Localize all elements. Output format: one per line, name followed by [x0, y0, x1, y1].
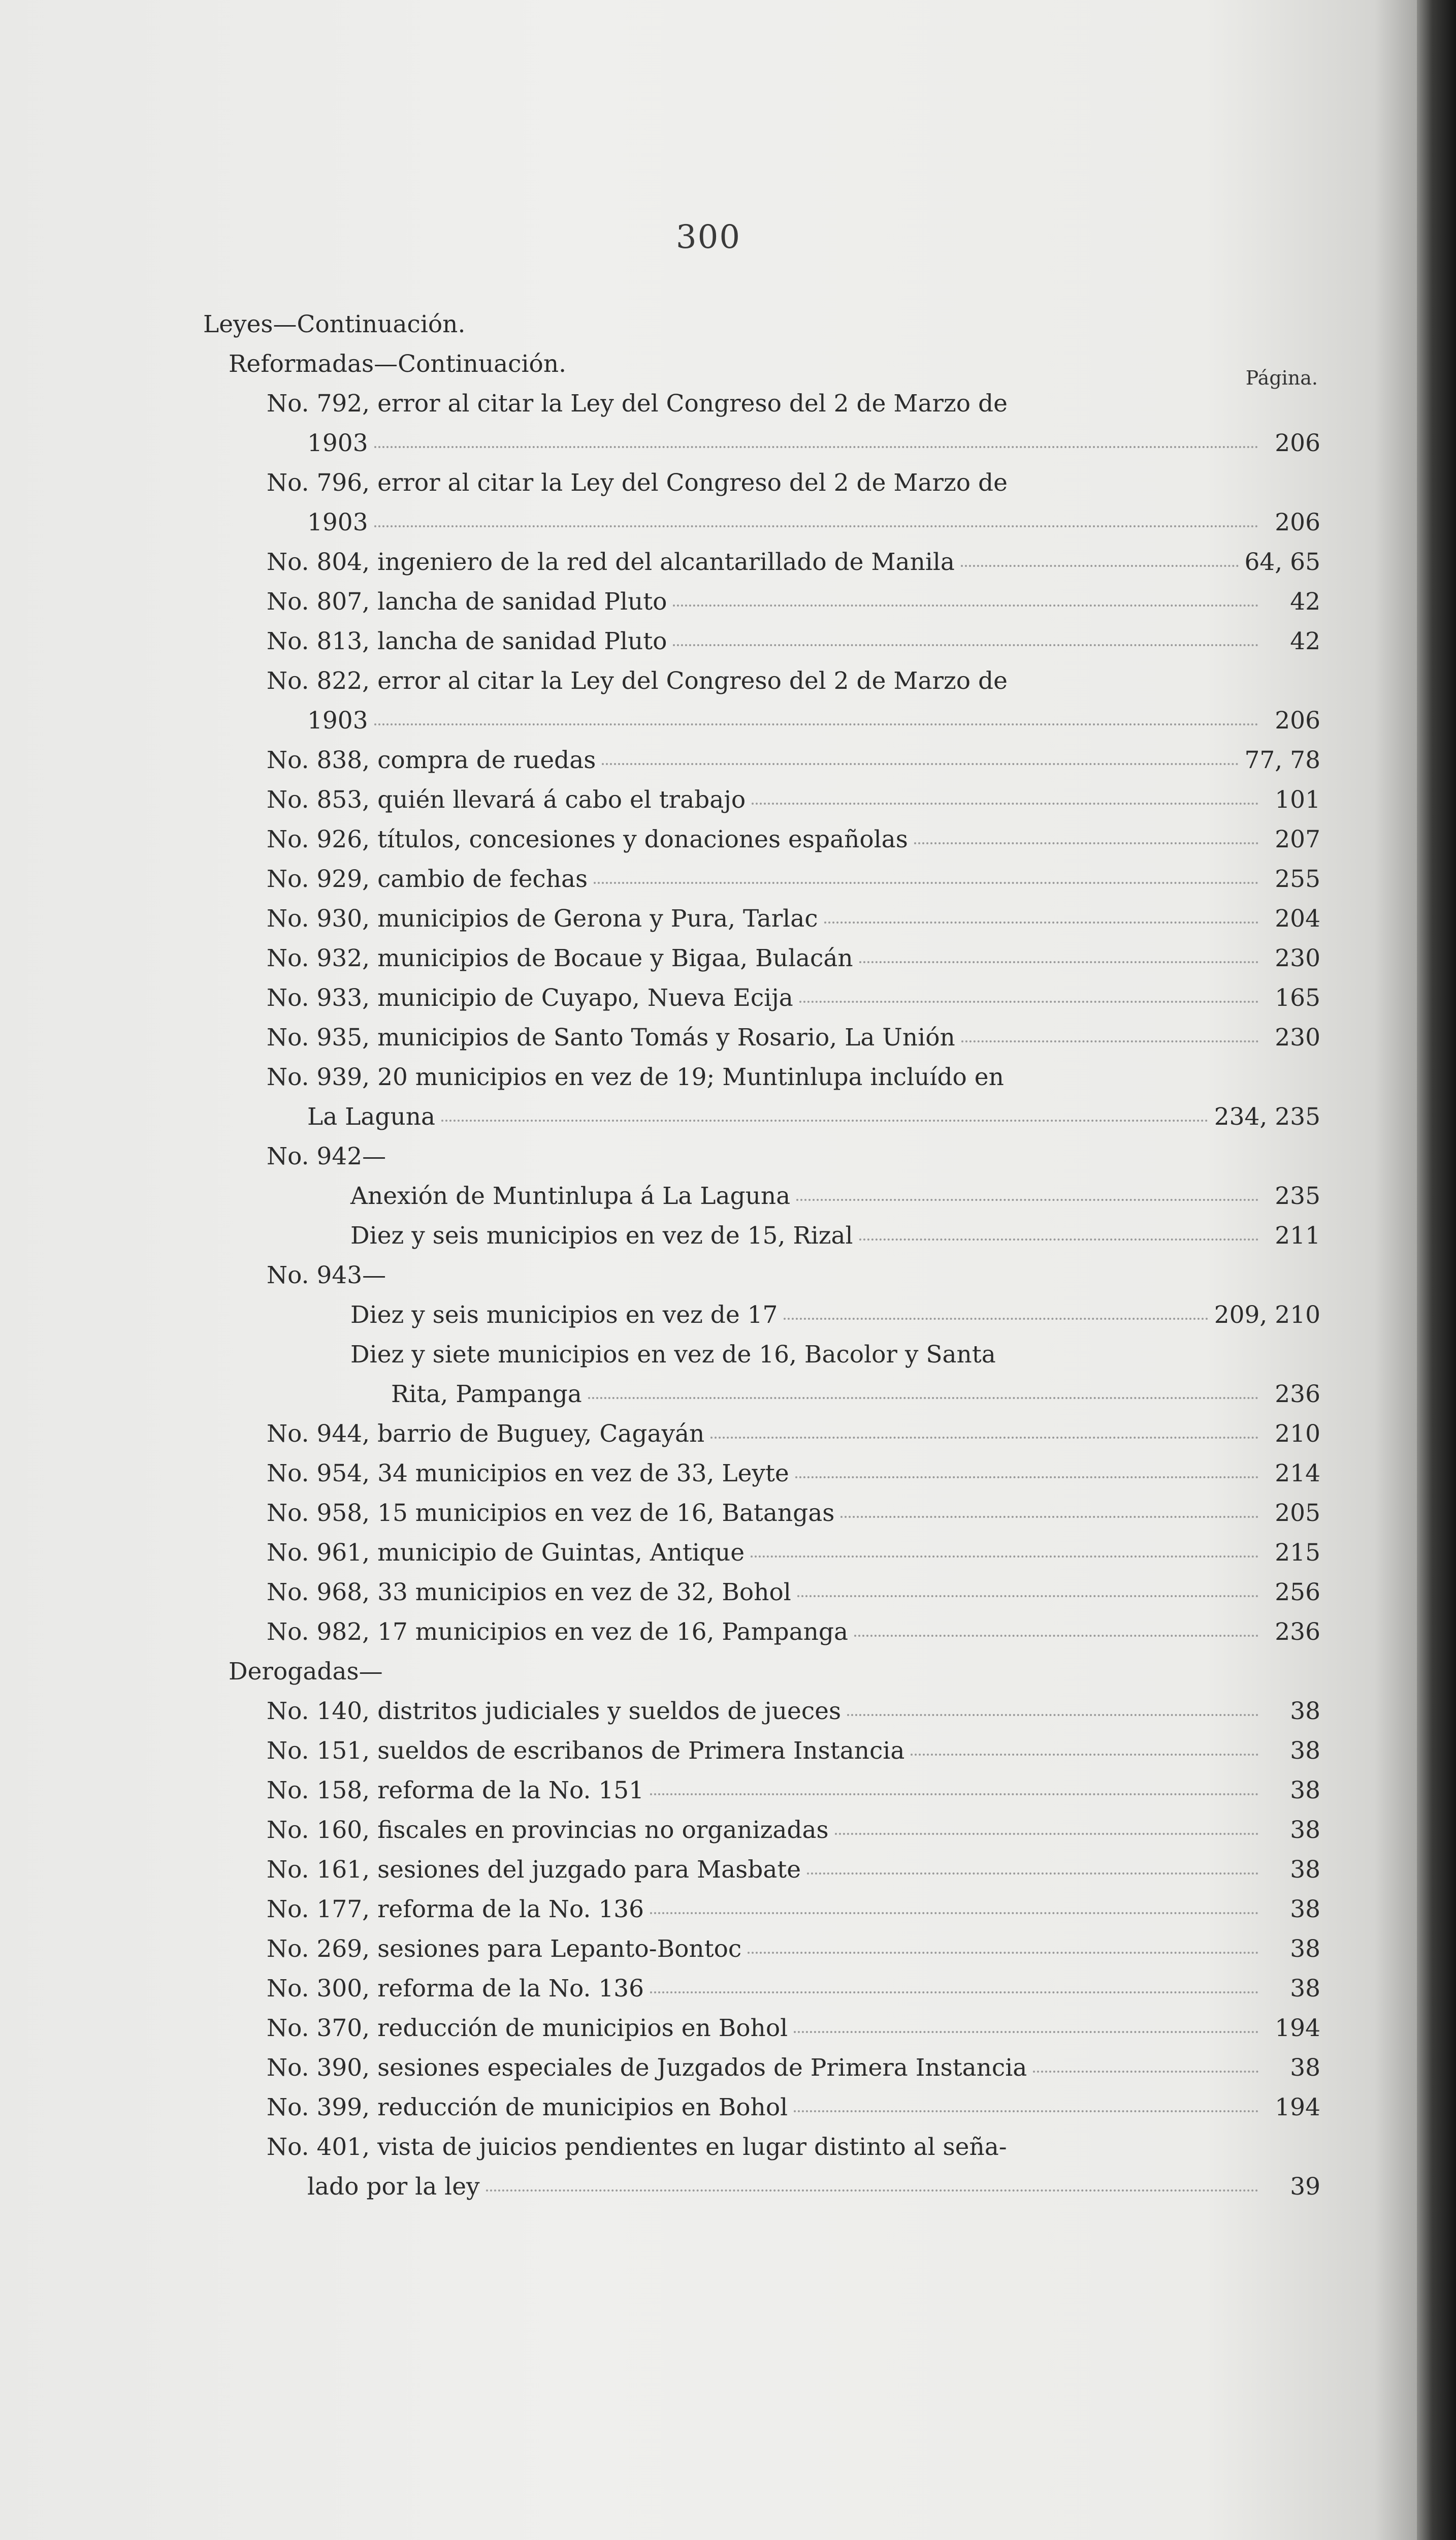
dot-leader — [835, 1832, 1258, 1835]
entry-continuation-line — [350, 1375, 1341, 1414]
index-entry — [203, 661, 1341, 741]
entry-text: No. 838, compra de ruedas — [267, 746, 596, 774]
dot-leader — [650, 1793, 1258, 1795]
page-reference: 205 — [1275, 1499, 1320, 1527]
index-entry — [203, 1295, 1341, 1335]
entry-line — [267, 939, 1341, 978]
page-reference: 42 — [1290, 627, 1320, 655]
page-reference: 206 — [1275, 509, 1320, 536]
dot-leader — [602, 763, 1238, 765]
entry-text: No. 177, reforma de la No. 136 — [267, 1895, 644, 1923]
reformadas-tail-list — [203, 1414, 1341, 1652]
dot-leader — [1033, 2070, 1258, 2073]
entry-line — [350, 1216, 1341, 1256]
page-reference: 230 — [1275, 1024, 1320, 1052]
dot-leader — [859, 961, 1258, 963]
index-entry — [203, 1058, 1341, 1137]
index-entry — [203, 1454, 1341, 1494]
entry-text: No. 939, 20 municipios en vez de 19; Muntinlupa incluído en — [267, 1063, 1004, 1091]
entry-line — [267, 1573, 1341, 1612]
index-entry — [203, 2048, 1341, 2088]
index-entry — [203, 1018, 1341, 1058]
page-reference: 194 — [1275, 2093, 1320, 2121]
entry-line — [267, 780, 1341, 820]
entry-line — [267, 1929, 1341, 1969]
entry-text: No. 932, municipios de Bocaue y Bigaa, Bulacán — [267, 944, 853, 972]
heading-derogadas: Derogadas— — [229, 1658, 383, 1686]
entry-line — [267, 1018, 1341, 1058]
entry-continuation-line — [267, 1097, 1341, 1137]
dot-leader — [748, 1951, 1258, 1954]
dot-leader — [486, 2189, 1258, 2192]
dot-leader — [710, 1436, 1258, 1439]
dot-leader — [751, 1555, 1258, 1558]
entry-label: No. 942— — [267, 1142, 386, 1170]
pagina-column-label: Página. — [1245, 367, 1318, 389]
page-reference: 42 — [1290, 588, 1320, 616]
no-942-sublist — [203, 1177, 1341, 1256]
page-reference: 38 — [1290, 2054, 1320, 2082]
entry-line — [267, 1811, 1341, 1850]
page-reference: 206 — [1275, 707, 1320, 735]
page-reference: 234, 235 — [1214, 1103, 1320, 1131]
dot-leader — [914, 842, 1258, 844]
page-reference: 236 — [1275, 1380, 1320, 1408]
index-entry — [203, 582, 1341, 622]
index-entry — [203, 1850, 1341, 1890]
entry-no-942 — [203, 1137, 1341, 1177]
page-reference: 38 — [1290, 1737, 1320, 1765]
entry-line — [267, 1692, 1341, 1731]
entry-line — [267, 2009, 1341, 2048]
index-entry — [203, 1890, 1341, 1929]
entry-text: No. 151, sueldos de escribanos de Primera Instancia — [267, 1737, 905, 1765]
dot-leader — [784, 1317, 1208, 1320]
entry-text: Diez y siete municipios en vez de 16, Bacolor y Santa — [350, 1341, 996, 1369]
page-reference: 236 — [1275, 1618, 1320, 1646]
entry-line — [267, 741, 1341, 780]
entry-text: No. 944, barrio de Buguey, Cagayán — [267, 1420, 705, 1448]
dot-leader — [807, 1872, 1258, 1875]
dot-leader — [796, 1198, 1258, 1201]
entry-line — [267, 899, 1341, 939]
index-entry — [203, 622, 1341, 661]
page-reference: 101 — [1275, 786, 1320, 814]
entry-line — [267, 1850, 1341, 1890]
index-entry — [203, 860, 1341, 899]
entry-line — [267, 1731, 1341, 1771]
dot-leader — [673, 604, 1258, 607]
dot-leader — [824, 921, 1258, 924]
entry-continuation-line — [267, 701, 1341, 741]
entry-continuation-line — [267, 2167, 1341, 2207]
dot-leader — [594, 881, 1258, 884]
index-entry — [203, 1335, 1341, 1414]
index-entry — [203, 543, 1341, 582]
dot-leader — [794, 2030, 1258, 2033]
dot-leader — [795, 1476, 1258, 1478]
page-reference: 204 — [1275, 905, 1320, 933]
entry-text: No. 804, ingeniero de la red del alcantarillado de Manila — [267, 548, 955, 576]
entry-text: No. 399, reducción de municipios en Bohol — [267, 2093, 788, 2121]
index-entry — [203, 1177, 1341, 1216]
entry-text: No. 807, lancha de sanidad Pluto — [267, 588, 667, 616]
entry-text: No. 961, municipio de Guintas, Antique — [267, 1539, 745, 1567]
entry-text-continued: 1903 — [307, 509, 368, 536]
index-entry — [203, 1731, 1341, 1771]
entry-line — [267, 1771, 1341, 1811]
entry-text: No. 822, error al citar la Ley del Congreso del 2 de Marzo de — [267, 667, 1008, 695]
entry-text: No. 792, error al citar la Ley del Congreso del 2 de Marzo de — [267, 390, 1008, 418]
page-reference: 209, 210 — [1214, 1301, 1320, 1329]
dot-leader — [650, 1912, 1258, 1914]
entry-text: No. 958, 15 municipios en vez de 16, Batangas — [267, 1499, 835, 1527]
page-reference: 194 — [1275, 2014, 1320, 2042]
index-entry — [203, 2009, 1341, 2048]
entry-text: No. 968, 33 municipios en vez de 32, Bohol — [267, 1578, 791, 1606]
entry-no-943 — [203, 1256, 1341, 1295]
no-943-sublist — [203, 1295, 1341, 1414]
entry-line — [267, 1612, 1341, 1652]
dot-leader — [961, 1040, 1258, 1042]
index-entry — [203, 1692, 1341, 1731]
index-entry — [203, 1533, 1341, 1573]
entry-text: No. 796, error al citar la Ley del Congreso del 2 de Marzo de — [267, 469, 1008, 497]
index-entry — [203, 1969, 1341, 2009]
index-content — [203, 305, 1341, 2207]
entry-text: No. 853, quién llevará á cabo el trabajo — [267, 786, 746, 814]
entry-text: No. 929, cambio de fechas — [267, 865, 588, 893]
entry-text-continued: 1903 — [307, 429, 368, 457]
page-reference: 256 — [1275, 1578, 1320, 1606]
entry-text: No. 300, reforma de la No. 136 — [267, 1975, 644, 2003]
dot-leader — [650, 1991, 1258, 1993]
index-entry — [203, 1771, 1341, 1811]
page-number: 300 — [675, 218, 741, 256]
dot-leader — [847, 1713, 1258, 1716]
entry-text: No. 269, sesiones para Lepanto-Bontoc — [267, 1935, 742, 1963]
entry-text-continued: lado por la ley — [307, 2173, 480, 2201]
page-reference: 77, 78 — [1244, 746, 1320, 774]
page-reference: 38 — [1290, 1895, 1320, 1923]
index-entry — [203, 820, 1341, 860]
dot-leader — [961, 564, 1239, 567]
entry-continuation-line — [267, 503, 1341, 543]
dot-leader — [840, 1515, 1258, 1518]
dot-leader — [911, 1753, 1258, 1756]
index-entry — [203, 939, 1341, 978]
entry-text-continued: Rita, Pampanga — [391, 1380, 582, 1408]
page-reference: 235 — [1275, 1182, 1320, 1210]
entry-line — [267, 543, 1341, 582]
entry-continuation-line — [267, 424, 1341, 463]
entry-text: No. 160, fiscales en provincias no organizadas — [267, 1816, 829, 1844]
entry-text: No. 935, municipios de Santo Tomás y Rosario, La Unión — [267, 1024, 955, 1052]
index-entry — [203, 1414, 1341, 1454]
entry-text: No. 813, lancha de sanidad Pluto — [267, 627, 667, 655]
index-entry — [203, 1811, 1341, 1850]
page-reference: 207 — [1275, 826, 1320, 853]
derogadas-list — [203, 1692, 1341, 2207]
index-entry — [203, 2088, 1341, 2128]
index-entry — [203, 741, 1341, 780]
entry-line — [267, 1890, 1341, 1929]
index-entry — [203, 899, 1341, 939]
entry-line — [350, 1295, 1341, 1335]
entry-line — [267, 2048, 1341, 2088]
dot-leader — [799, 1000, 1258, 1003]
entry-line — [267, 1969, 1341, 2009]
entry-text: No. 954, 34 municipios en vez de 33, Leyte — [267, 1459, 789, 1487]
entry-text-continued: 1903 — [307, 707, 368, 735]
dot-leader — [794, 2110, 1258, 2112]
entry-text: No. 401, vista de juicios pendientes en lugar distinto al seña- — [267, 2133, 1007, 2161]
index-entry — [203, 1216, 1341, 1256]
entry-text: No. 926, títulos, concesiones y donaciones españolas — [267, 826, 908, 853]
entry-line — [350, 1177, 1341, 1216]
page-reference: 38 — [1290, 1816, 1320, 1844]
entry-text-continued: La Laguna — [307, 1103, 436, 1131]
entry-line — [267, 1454, 1341, 1494]
dot-leader — [374, 525, 1258, 527]
entry-text: Diez y seis municipios en vez de 15, Rizal — [350, 1222, 853, 1250]
entry-text: Anexión de Muntinlupa á La Laguna — [350, 1182, 791, 1210]
entry-text: No. 933, municipio de Cuyapo, Nueva Ecija — [267, 984, 793, 1012]
page-reference: 255 — [1275, 865, 1320, 893]
heading-reformadas: Reformadas—Continuación. — [229, 350, 567, 378]
dot-leader — [854, 1634, 1258, 1637]
reformadas-list — [203, 384, 1341, 1137]
page-reference: 210 — [1275, 1420, 1320, 1448]
entry-text: Diez y seis municipios en vez de 17 — [350, 1301, 778, 1329]
index-entry — [203, 780, 1341, 820]
dot-leader — [441, 1119, 1208, 1122]
page-reference: 38 — [1290, 1975, 1320, 2003]
entry-line — [267, 1494, 1341, 1533]
entry-text: No. 158, reforma de la No. 151 — [267, 1776, 644, 1804]
page-reference: 64, 65 — [1244, 548, 1320, 576]
page-reference: 38 — [1290, 1697, 1320, 1725]
page-reference: 215 — [1275, 1539, 1320, 1567]
entry-line — [267, 820, 1341, 860]
dot-leader — [673, 644, 1258, 646]
dot-leader — [797, 1595, 1258, 1597]
entry-line — [267, 2088, 1341, 2128]
index-entry — [203, 2128, 1341, 2207]
entry-line — [267, 978, 1341, 1018]
entry-line — [267, 1414, 1341, 1454]
dot-leader — [588, 1396, 1258, 1399]
heading-leyes: Leyes—Continuación. — [203, 310, 466, 338]
index-entry — [203, 384, 1341, 463]
entry-text: No. 982, 17 municipios en vez de 16, Pampanga — [267, 1618, 848, 1646]
page-reference: 38 — [1290, 1776, 1320, 1804]
index-entry — [203, 1573, 1341, 1612]
index-entry — [203, 463, 1341, 543]
entry-line — [267, 622, 1341, 661]
index-entry — [203, 978, 1341, 1018]
entry-line — [267, 860, 1341, 899]
index-entry — [203, 1612, 1341, 1652]
dot-leader — [859, 1238, 1258, 1241]
index-entry — [203, 1929, 1341, 1969]
page-reference: 38 — [1290, 1856, 1320, 1884]
entry-label: No. 943— — [267, 1261, 386, 1289]
entry-text: No. 390, sesiones especiales de Juzgados de Primera Instancia — [267, 2054, 1027, 2082]
dot-leader — [752, 802, 1258, 805]
page-reference: 38 — [1290, 1935, 1320, 1963]
page-reference: 230 — [1275, 944, 1320, 972]
page-edge-shadow — [1417, 0, 1456, 2540]
dot-leader — [374, 723, 1258, 725]
page-reference: 206 — [1275, 429, 1320, 457]
entry-text: No. 140, distritos judiciales y sueldos de jueces — [267, 1697, 842, 1725]
entry-line — [267, 1533, 1341, 1573]
entry-text: No. 370, reducción de municipios en Bohol — [267, 2014, 788, 2042]
index-entry — [203, 1494, 1341, 1533]
page-reference: 39 — [1290, 2173, 1320, 2201]
dot-leader — [374, 446, 1258, 448]
entry-text: No. 930, municipios de Gerona y Pura, Tarlac — [267, 905, 818, 933]
page-reference: 165 — [1275, 984, 1320, 1012]
page-reference: 214 — [1275, 1459, 1320, 1487]
entry-text: No. 161, sesiones del juzgado para Masbate — [267, 1856, 801, 1884]
entry-line — [267, 582, 1341, 622]
page-reference: 211 — [1275, 1222, 1320, 1250]
